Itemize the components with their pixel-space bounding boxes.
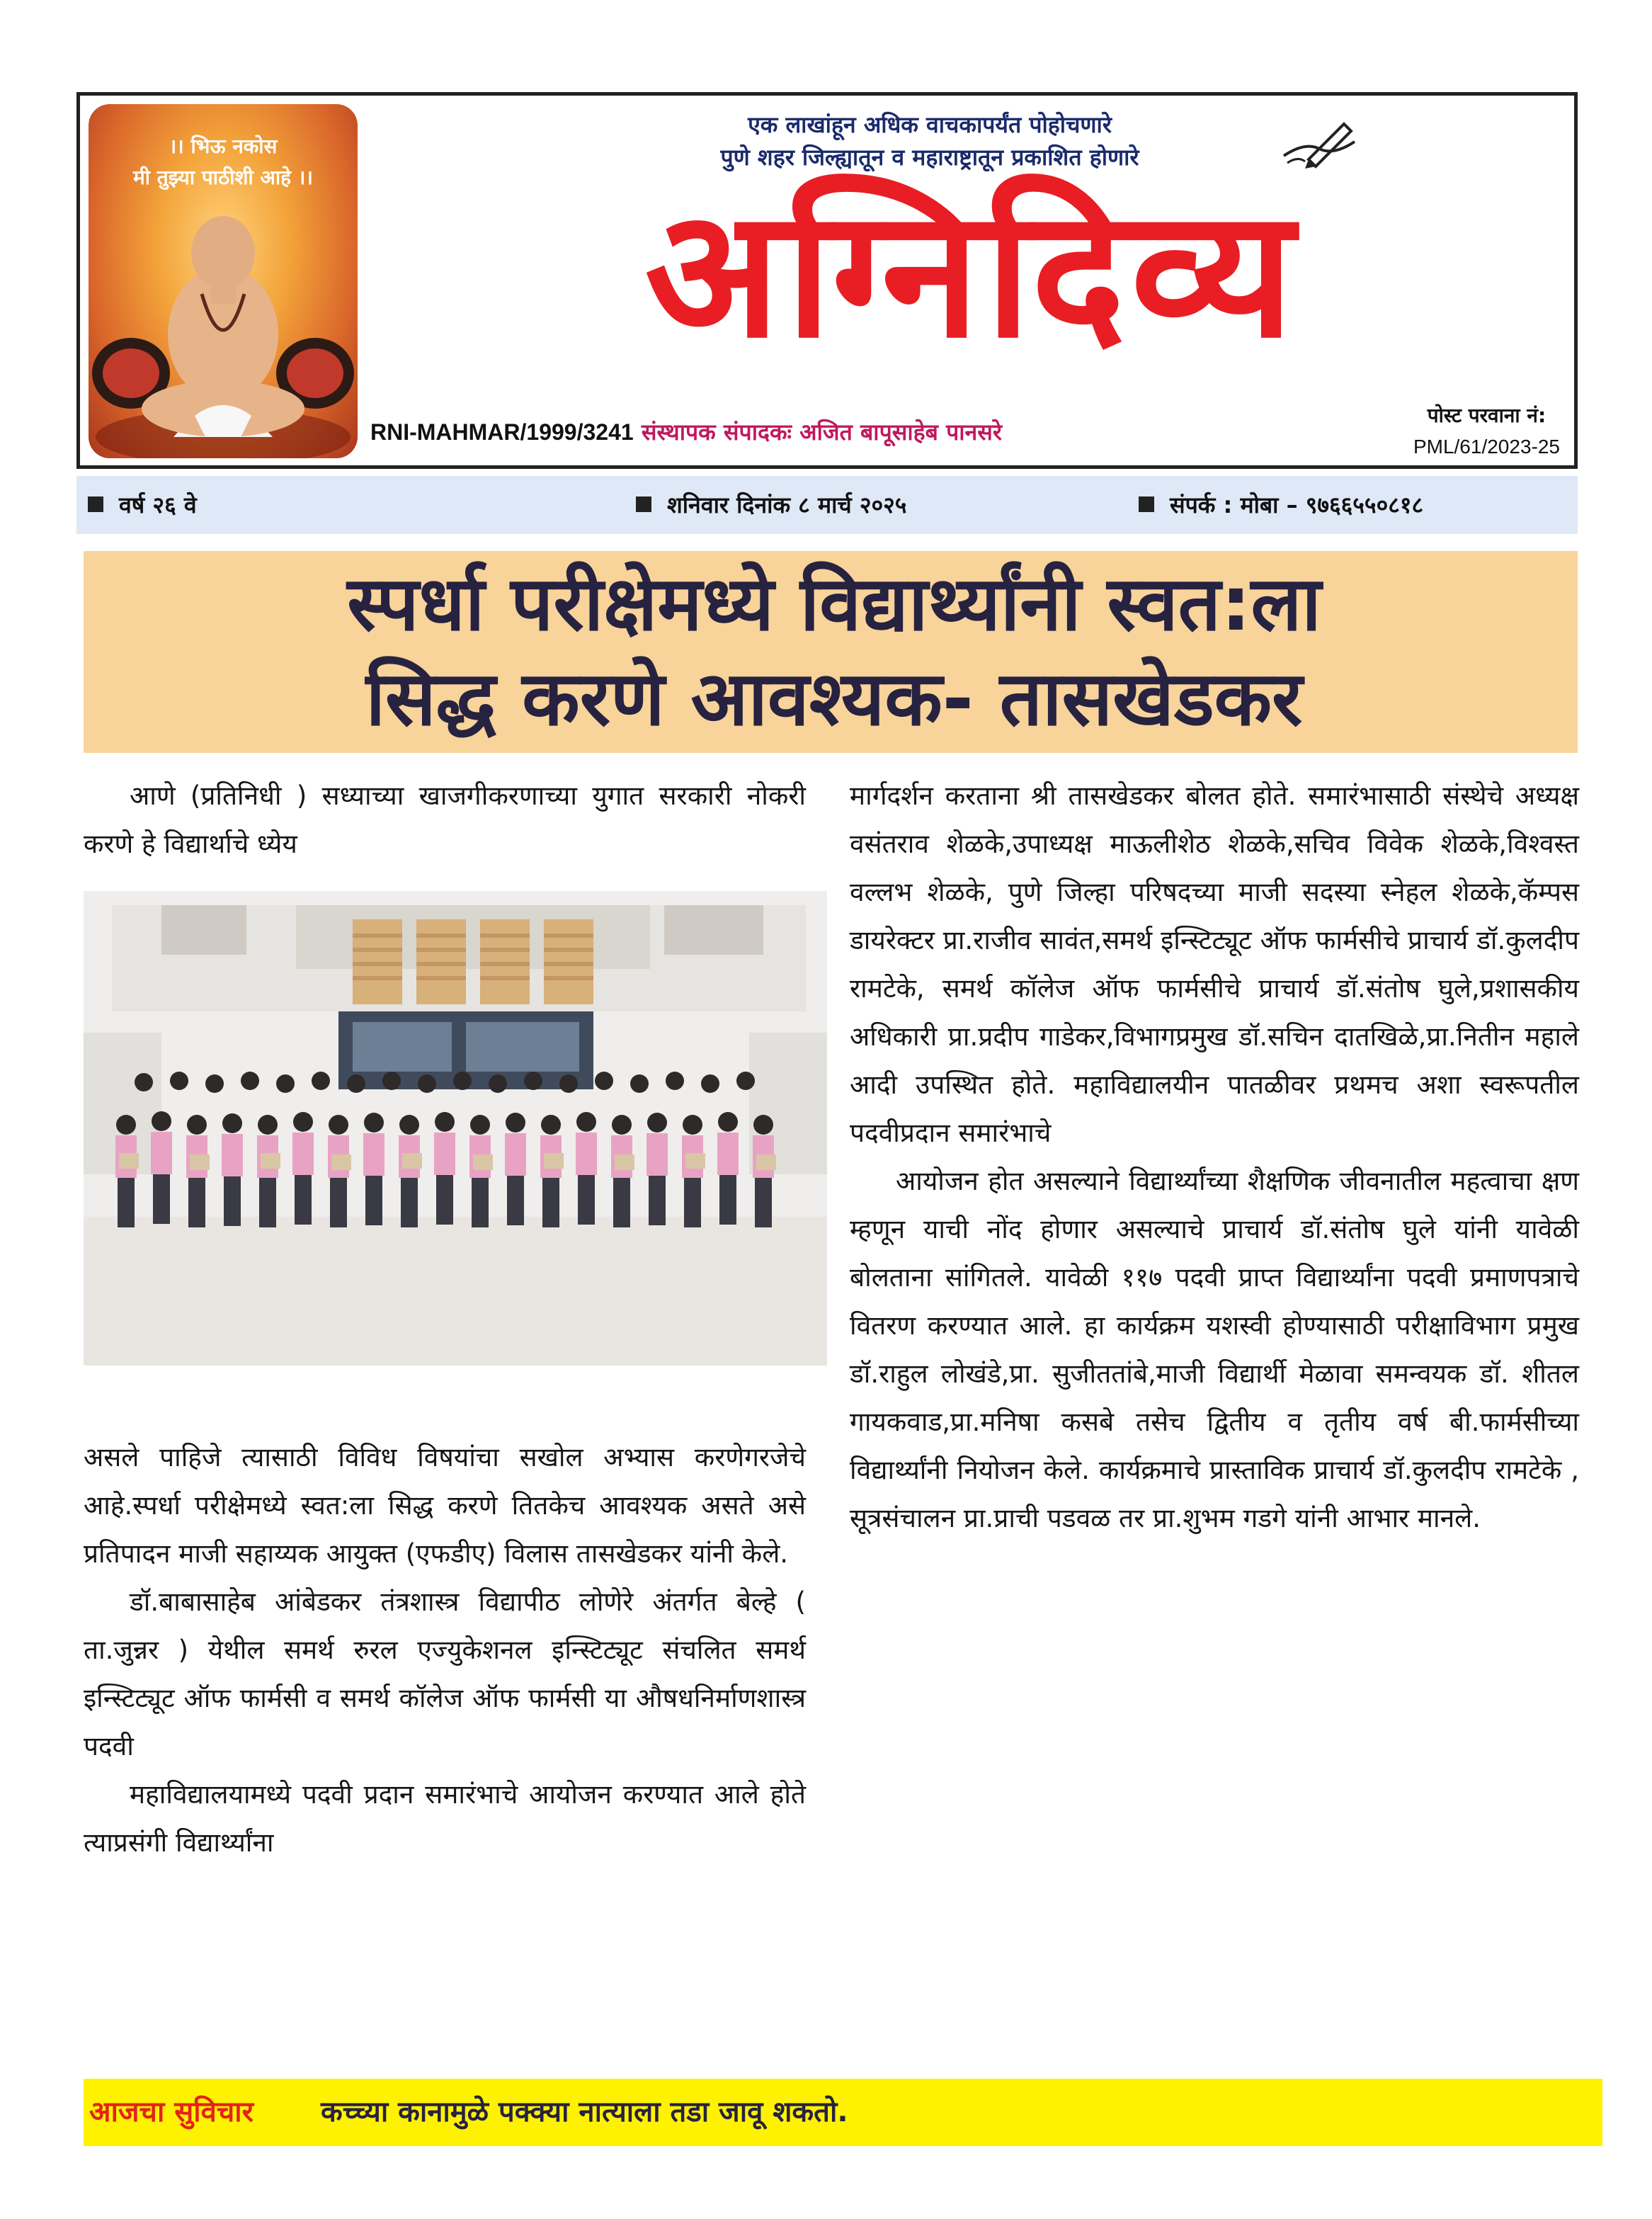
square-bullet-icon bbox=[636, 496, 651, 512]
headline bbox=[105, 557, 1563, 747]
thought-text: कच्च्या कानामुळे पक्क्या नात्याला तडा जावू शकतो. bbox=[321, 2096, 848, 2128]
logo-motto bbox=[89, 131, 358, 193]
edition-year-text: वर्ष २६ वे bbox=[119, 492, 197, 518]
article-left-top bbox=[84, 772, 806, 868]
article-paragraph: असले पाहिजे त्यासाठी विविध विषयांचा सखोल अभ्यास करणेगरजेचे आहे.स्पर्धा परीक्षेमध्ये स्वत:ला सिद्ध करणे तितकेच आवश्यक असते असे प्रतिपादन माजी सहाय्यक आयुक्त (एफडीए) विलास तासखेडकर यांनी केले. bbox=[84, 1442, 806, 1569]
pen-icon bbox=[1277, 113, 1362, 170]
headline-line: सिद्ध करणे आवश्यक- तासखेडकर bbox=[365, 655, 1303, 742]
contact-info bbox=[1139, 476, 1423, 534]
editor-role: संस्थापक संपादकः bbox=[641, 419, 792, 445]
article-paragraph: डॉ.बाबासाहेब आंबेडकर तंत्रशास्त्र विद्यापीठ लोणेरे अंतर्गत बेल्हे ( ता.जुन्नर ) येथील समर्थ रुरल एज्युकेशनल इन्स्टिट्यूट संचलित समर्थ इन्स्टिट्यूट ऑफ फार्मसी व समर्थ कॉलेज ऑफ फार्मसी या औषधनिर्माणशास्त्र पदवी bbox=[84, 1587, 806, 1761]
saint-figure-illustration bbox=[89, 203, 358, 458]
thought-label: आजचा सुविचार bbox=[89, 2096, 254, 2128]
logo-motto-line: मी तुझ्या पाठीशी आहे ।। bbox=[132, 166, 314, 189]
postal-license-number: PML/61/2023-25 bbox=[1413, 436, 1560, 458]
saint-portrait-logo bbox=[89, 104, 358, 458]
postal-license-label: पोस्ट परवाना नं: bbox=[1427, 404, 1546, 427]
article-paragraph: आयोजन होत असल्याने विद्यार्थ्यांच्या शैक्षणिक जीवनातील महत्वाचा क्षण म्हणून याची नोंद होणार असल्याचे प्राचार्य डॉ.संतोष घुले यांनी यावेळी बोलताना सांगितले. यावेळी ११७ पदवी प्राप्त विद्यार्थ्यांना पदवी प्रमाणपत्राचे वितरण करण्यात आले. हा कार्यक्रम यशस्वी होण्यासाठी परीक्षाविभाग प्रमुख डॉ.राहुल लोखंडे,प्रा. सुजीततांबे,माजी विद्यार्थी मेळावा समन्वयक डॉ. शीतल गायकवाड,प्रा.मनिषा कसबे तसेच द्वितीय व तृतीय वर्ष बी.फार्मसीच्या विद्यार्थ्यांनी नियोजन केले. कार्यक्रमाचे प्रास्ताविक प्राचार्य डॉ.कुलदीप रामटेके , सूत्रसंचालन प्रा.प्राची पडवळ तर प्रा.शुभम गडगे यांनी आभार मानले. bbox=[850, 1166, 1579, 1533]
contact-info-text: संपर्क : मोबा – ९७६६५५०८१८ bbox=[1170, 492, 1424, 518]
tagline bbox=[477, 108, 1383, 174]
event-group-photo bbox=[84, 891, 827, 1366]
article-left-bottom bbox=[84, 1434, 806, 1867]
logo-motto-line: ।। भिऊ नकोस bbox=[169, 135, 278, 158]
postal-license bbox=[1413, 400, 1560, 462]
registration-line bbox=[370, 414, 1002, 450]
square-bullet-icon bbox=[88, 496, 103, 512]
issue-date bbox=[636, 476, 906, 534]
article-paragraph: आणे (प्रतिनिधी ) सध्याच्या खाजगीकरणाच्या युगात सरकारी नोकरी करणे हे विद्यार्थाचे ध्येय bbox=[84, 781, 806, 859]
edition-year bbox=[88, 476, 197, 534]
headline-box bbox=[84, 551, 1578, 753]
editor-name: अजित बापूसाहेब पानसरे bbox=[799, 419, 1003, 445]
tagline-line: पुणे शहर जिल्ह्यातून व महाराष्ट्रातून प्रकाशित होणारे bbox=[720, 144, 1139, 171]
article-paragraph: महाविद्यालयामध्ये पदवी प्रदान समारंभाचे आयोजन करण्यात आले होते त्याप्रसंगी विद्यार्थ्यांना bbox=[84, 1779, 806, 1858]
newspaper-title: अग्निदिव्य bbox=[644, 169, 1300, 377]
article-right-column bbox=[850, 772, 1579, 1543]
square-bullet-icon bbox=[1139, 496, 1154, 512]
tagline-line: एक लाखांहून अधिक वाचकापर्यंत पोहोचणारे bbox=[748, 111, 1112, 138]
rni-number: RNI-MAHMAR/1999/3241 bbox=[370, 419, 634, 445]
article-paragraph: मार्गदर्शन करताना श्री तासखेडकर बोलत होते. समारंभासाठी संस्थेचे अध्यक्ष वसंतराव शेळके,उपाध्यक्ष माऊलीशेठ शेळके,सचिव विवेक शेळके,विश्वस्त वल्लभ शेळके, पुणे जिल्हा परिषदच्या माजी सदस्या स्नेहल शेळके,कॅम्पस डायरेक्टर प्रा.राजीव सावंत,समर्थ इन्स्टिट्यूट ऑफ फार्मसीचे प्राचार्य डॉ.कुलदीप रामटेके, समर्थ कॉलेज ऑफ फार्मसीचे प्राचार्य डॉ.संतोष घुले,प्रशासकीय अधिकारी प्रा.प्रदीप गाडेकर,विभागप्रमुख डॉ.सचिन दातखिळे,प्रा.नितीन महाले आदी उपस्थित होते. महाविद्यालयीन पातळीवर प्रथमच अशा स्वरूपतील पदवीप्रदान समारंभाचे bbox=[850, 781, 1579, 1148]
headline-line: स्पर्धा परीक्षेमध्ये विद्यार्थ्यांनी स्वत:ला bbox=[347, 560, 1321, 647]
masthead bbox=[76, 92, 1578, 469]
issue-date-text: शनिवार दिनांक ८ मार्च २०२५ bbox=[667, 492, 907, 518]
thought-of-the-day bbox=[84, 2079, 1602, 2146]
info-strip bbox=[76, 476, 1578, 534]
